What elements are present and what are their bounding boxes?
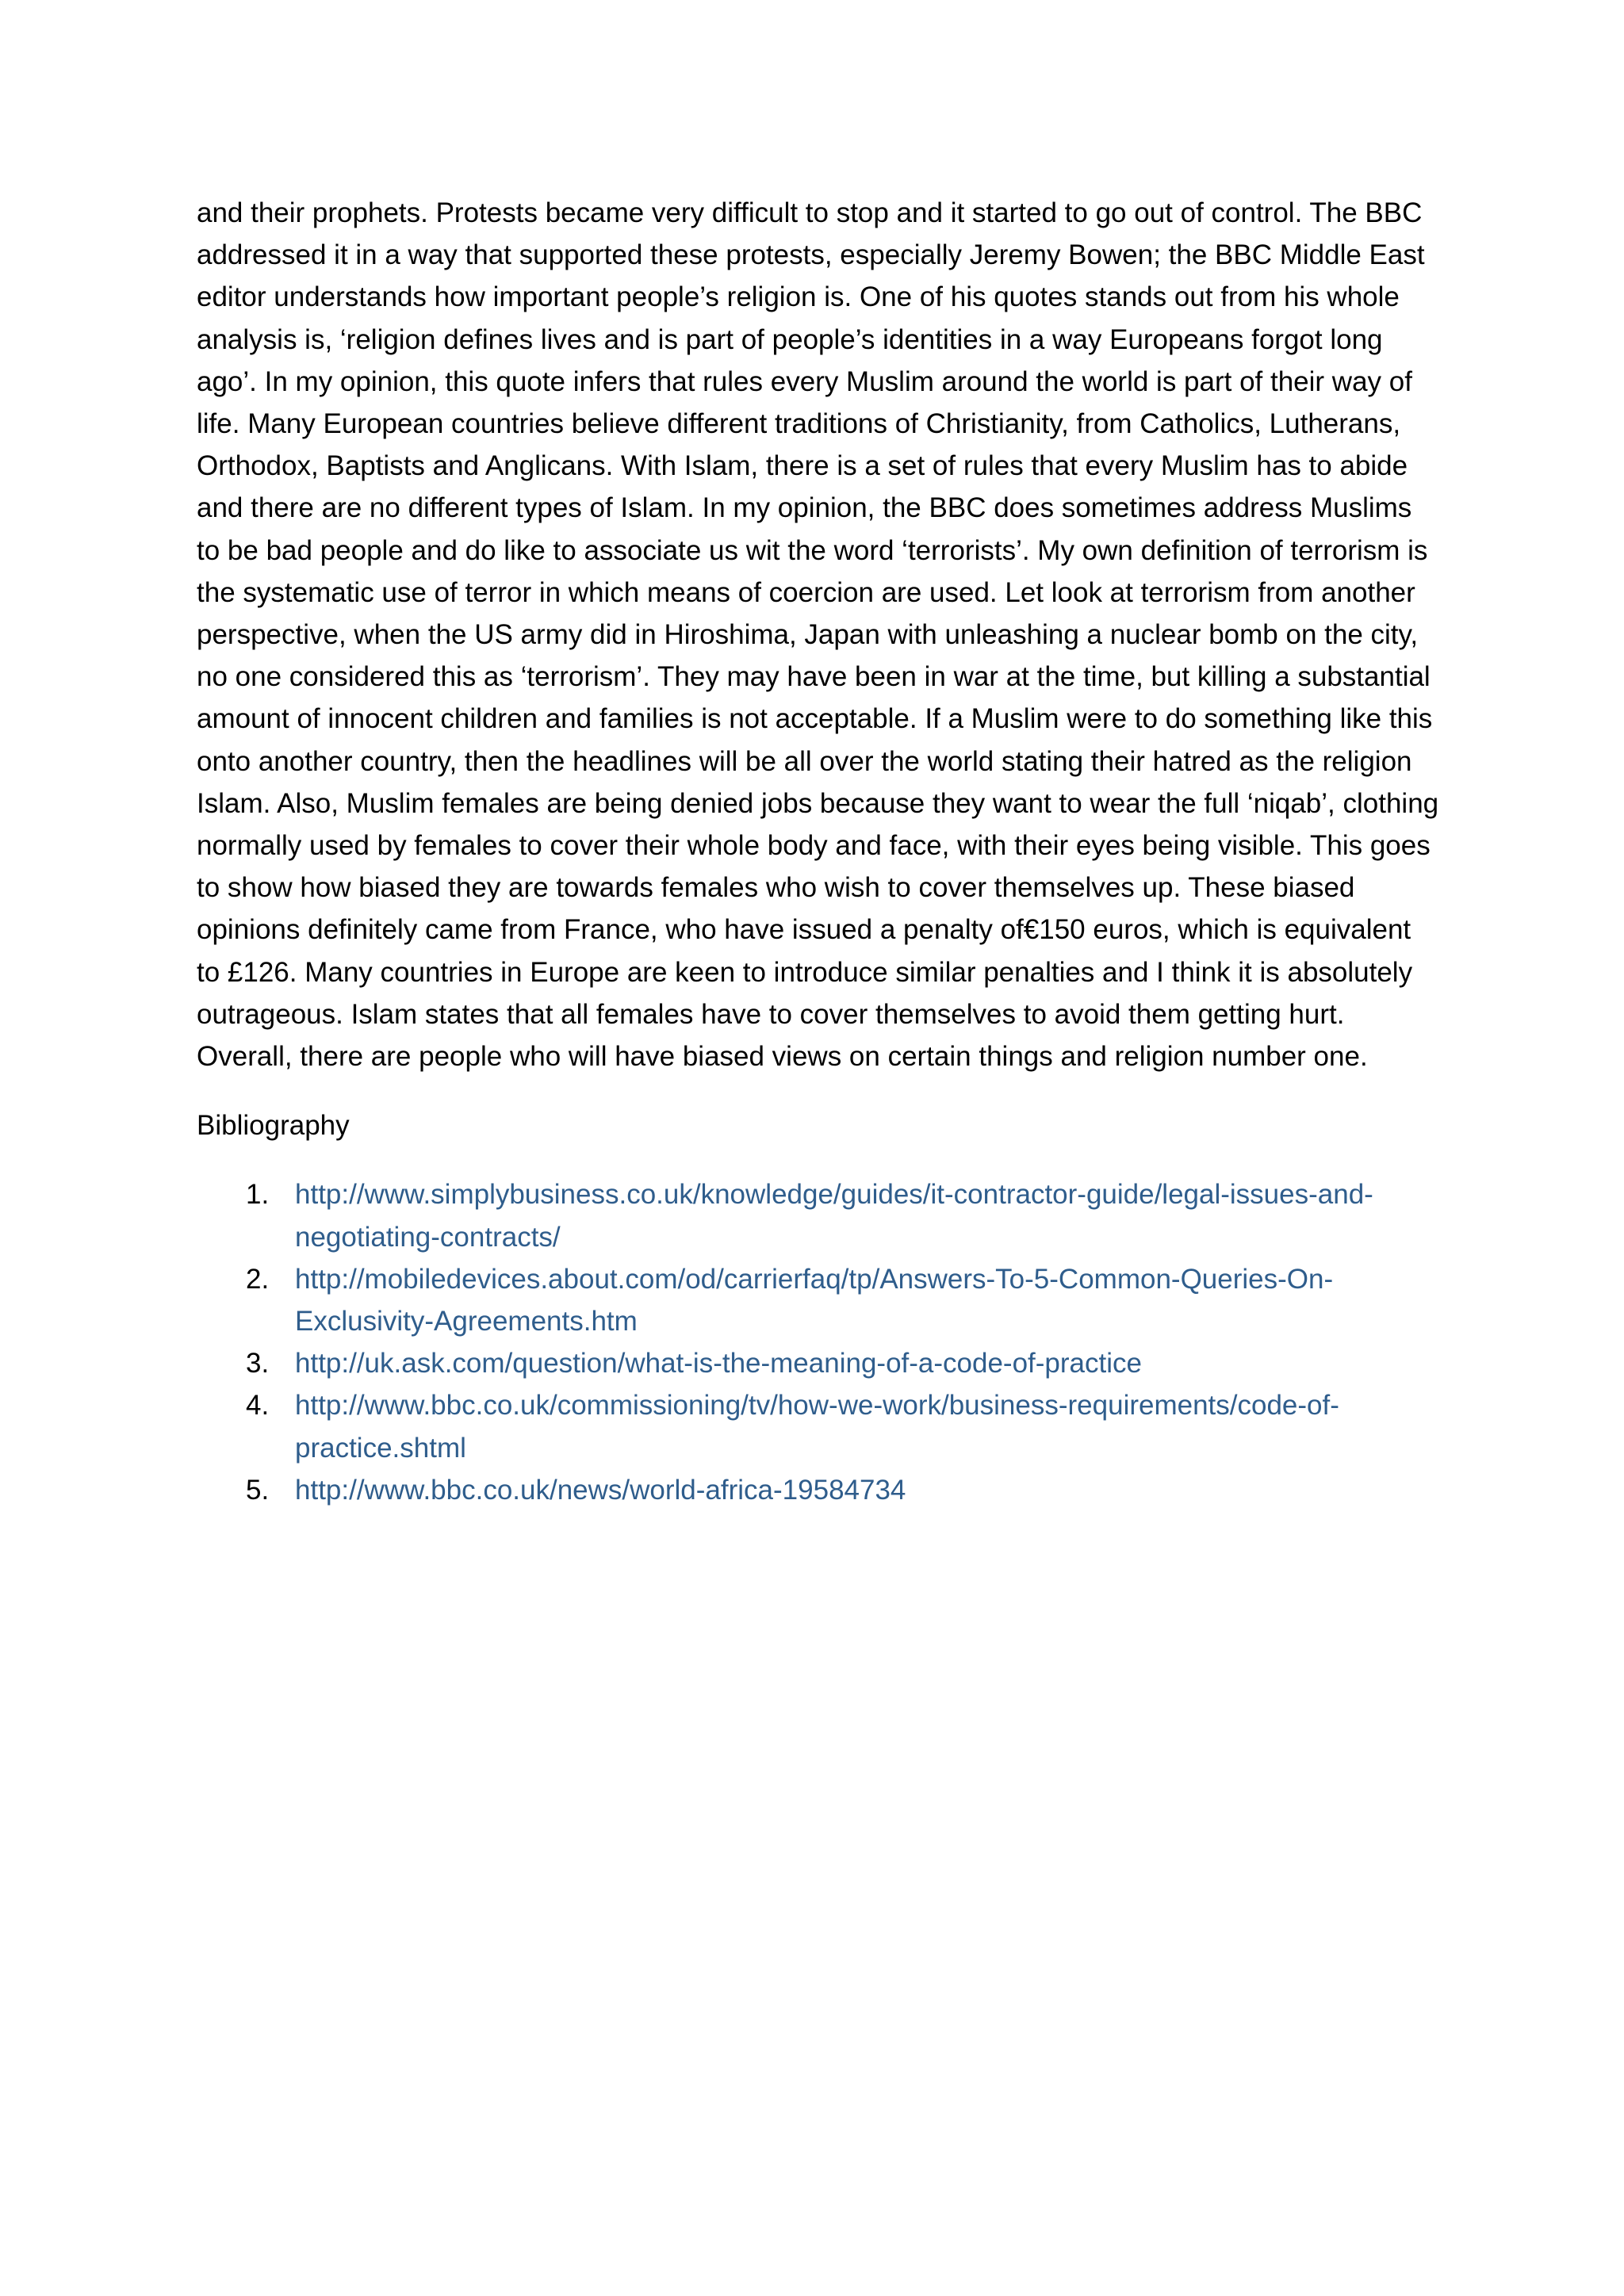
bibliography-list: [197, 1173, 1442, 1511]
bibliography-heading: Bibliography: [197, 1110, 350, 1142]
bibliography-link[interactable]: http://www.simplybusiness.co.uk/knowledge/guides/it-contractor-guide/legal-issues-and-negotiating-contracts/: [295, 1179, 1373, 1253]
bibliography-item: [197, 1384, 1442, 1468]
bibliography-item: [197, 1469, 1442, 1511]
bibliography-item-number: 2.: [246, 1263, 270, 1295]
bibliography-link[interactable]: http://uk.ask.com/question/what-is-the-meaning-of-a-code-of-practice: [295, 1348, 1142, 1380]
bibliography-item-number: 1.: [246, 1179, 270, 1211]
bibliography-item-number: 5.: [246, 1474, 270, 1506]
bibliography-link[interactable]: http://www.bbc.co.uk/commissioning/tv/how-we-work/business-requirements/code-of-practice.shtml: [295, 1390, 1339, 1464]
body-paragraph: and their prophets. Protests became very difficult to stop and it started to go out of control. The BBC addressed it in a way that supported these protests, especially Jeremy Bowen; the BBC Middle East editor understands how important people’s religion is. One of his quotes stands out from his whole analysis is, ‘religion defines lives and is part of people’s identities in a way Europeans forgot long ago’. In my opinion, this quote infers that rules every Muslim around the world is part of their way of life. Many European countries believe different traditions of Christianity, from Catholics, Lutherans, Orthodox, Baptists and Anglicans. With Islam, there is a set of rules that every Muslim has to abide and there are no different types of Islam. In my opinion, the BBC does sometimes address Muslims to be bad people and do like to associate us wit the word ‘terrorists’. My own definition of terrorism is the systematic use of terror in which means of coercion are used. Let look at terrorism from another perspective, when the US army did in Hiroshima, Japan with unleashing a nuclear bomb on the city, no one considered this as ‘terrorism’. They may have been in war at the time, but killing a substantial amount of innocent children and families is not acceptable. If a Muslim were to do something like this onto another country, then the headlines will be all over the world stating their hatred as the religion Islam. Also, Muslim females are being denied jobs because they want to wear the full ‘niqab’, clothing normally used by females to cover their whole body and face, with their eyes being visible. This goes to show how biased they are towards females who wish to cover themselves up. These biased opinions definitely came from France, who have issued a penalty of€150 euros, which is equivalent to £126. Many countries in Europe are keen to introduce similar penalties and I think it is absolutely outrageous. Islam states that all females have to cover themselves to avoid them getting hurt. Overall, there are people who will have biased views on certain things and religion number one.: [197, 197, 1439, 1073]
bibliography-item: [197, 1173, 1442, 1257]
bibliography-item-number: 3.: [246, 1348, 270, 1380]
bibliography-link[interactable]: http://mobiledevices.about.com/od/carrierfaq/tp/Answers-To-5-Common-Queries-On-Exclusivity-Agreements.htm: [295, 1263, 1334, 1337]
bibliography-item: [197, 1258, 1442, 1342]
bibliography-item: [197, 1342, 1442, 1384]
bibliography-link[interactable]: http://www.bbc.co.uk/news/world-africa-19584734: [295, 1474, 906, 1506]
bibliography-item-number: 4.: [246, 1390, 270, 1422]
document-page: [197, 192, 1442, 1511]
